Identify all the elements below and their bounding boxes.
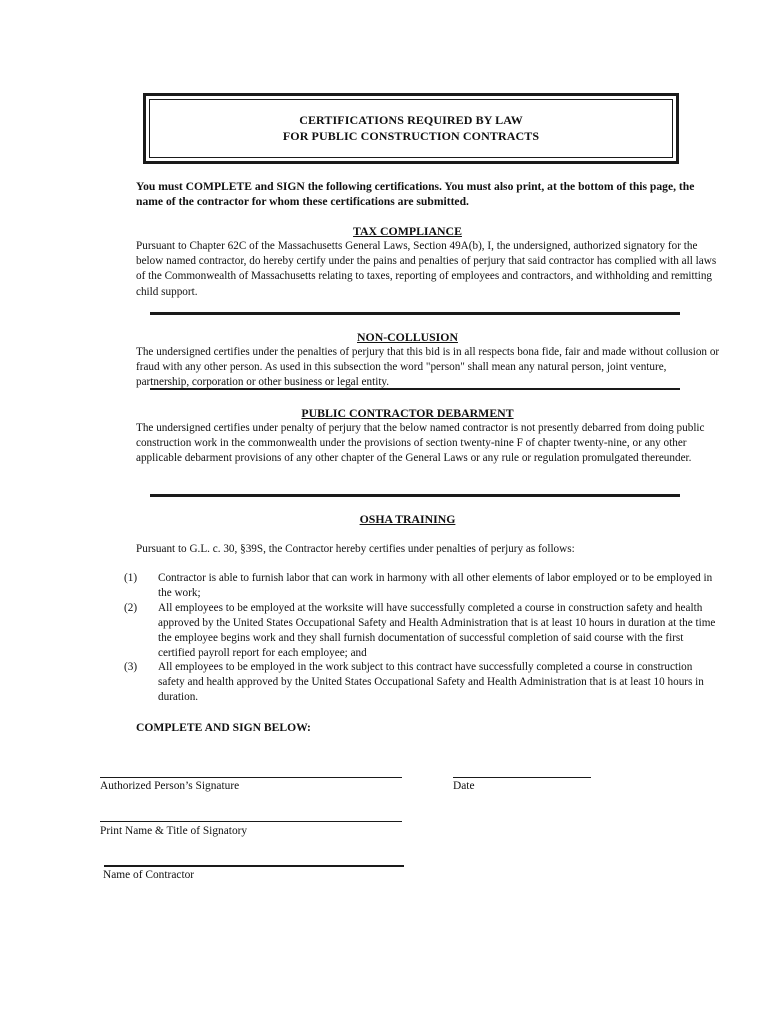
intro-instructions: You must COMPLETE and SIGN the following certifications. You must also print, at the bottom of this page, the name of the contractor for whom these certifications are submitted. [136, 180, 695, 208]
debarment-body: The undersigned certifies under penalty of perjury that the below named contractor is not presently debarred from doing public construction work in the commonwealth under the provisions of section twenty-nine F of chapter twenty-nine, or any other applicable debarment provisions of any other chapter of the General Laws or any rule or regulation promulgated thereunder. [136, 422, 705, 465]
section-divider-2 [150, 388, 680, 390]
osha-item-text: All employees to be employed in the work subject to this contract have successfully completed a course in construction safety and health approved by the United States Occupational Safety and Health Administration that is at least 10 hours in duration. [158, 661, 704, 703]
authorized-signature-field[interactable] [100, 777, 402, 778]
osha-item-text: All employees to be employed at the worksite will have successfully completed a course in construction safety and health approved by the United States Occupational Safety and Health Administration that is at least 10 hours in duration at the time the employee begins work and they shall furnish documentation of successful completion of said course with the first certified payroll report for each employee; and [158, 602, 716, 659]
osha-training-heading: OSHA TRAINING [359, 512, 456, 526]
title-box [143, 93, 679, 164]
osha-item-number: (2) [124, 602, 138, 614]
print-name-title-field[interactable] [100, 821, 402, 822]
section-divider-3 [150, 494, 680, 497]
tax-compliance-heading: TAX COMPLIANCE [353, 224, 462, 238]
title-line-2: FOR PUBLIC CONSTRUCTION CONTRACTS [282, 129, 540, 143]
osha-intro: Pursuant to G.L. c. 30, §39S, the Contractor hereby certifies under penalties of perjury as follows: [136, 543, 575, 555]
date-label: Date [453, 780, 475, 792]
contractor-name-label: Name of Contractor [103, 869, 195, 881]
title-line-1: CERTIFICATIONS REQUIRED BY LAW [299, 113, 523, 127]
osha-item-number: (3) [124, 661, 138, 673]
complete-and-sign-heading: COMPLETE AND SIGN BELOW: [136, 721, 311, 734]
date-field[interactable] [453, 777, 591, 778]
debarment-heading: PUBLIC CONTRACTOR DEBARMENT [301, 406, 514, 420]
authorized-signature-label: Authorized Person’s Signature [100, 780, 240, 792]
non-collusion-body: The undersigned certifies under the penalties of perjury that this bid is in all respects bona fide, fair and made without collusion or fraud with any other person. As used in this subsection the word "person" shall mean any natural person, joint venture, partnership, corporation or other business or legal entity. [136, 346, 720, 389]
non-collusion-heading: NON-COLLUSION [357, 330, 458, 344]
print-name-title-label: Print Name & Title of Signatory [100, 825, 248, 837]
contractor-name-field[interactable] [104, 865, 404, 867]
osha-item-number: (1) [124, 572, 138, 584]
section-divider-1 [150, 312, 680, 315]
osha-item-text: Contractor is able to furnish labor that can work in harmony with all other elements of labor employed or to be employed in the work; [158, 572, 713, 599]
tax-compliance-body: Pursuant to Chapter 62C of the Massachusetts General Laws, Section 49A(b), I, the undersigned, authorized signatory for the below named contractor, do hereby certify under the pains and penalties of perjury that said contractor has complied with all laws of the Commonwealth of Massachusetts relating to taxes, reporting of employees and contractors, and withholding and remitting child support. [136, 240, 717, 298]
